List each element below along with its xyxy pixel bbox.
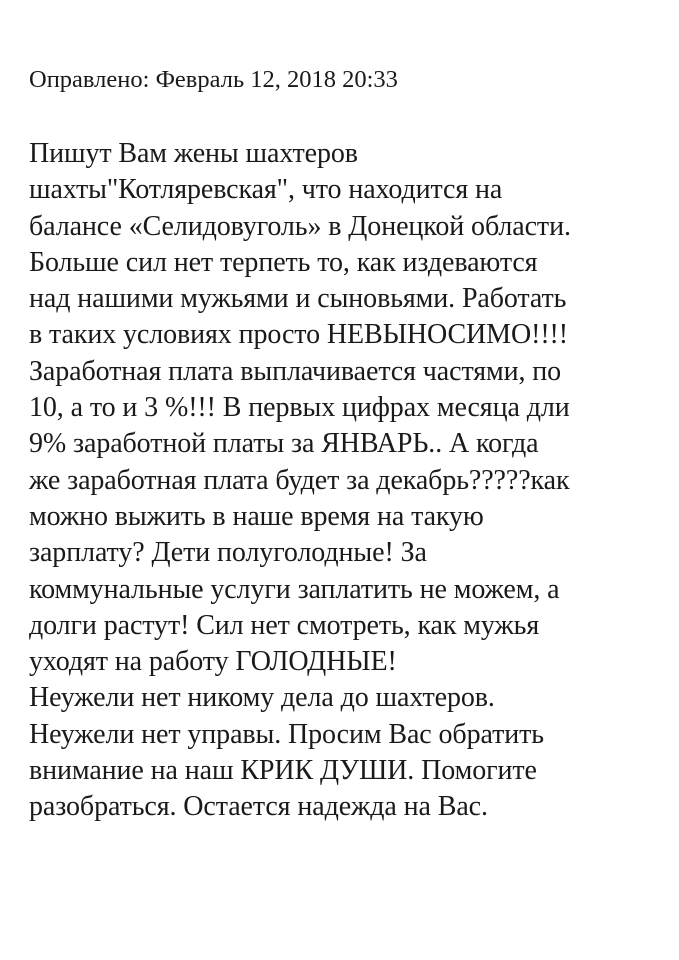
- message-line: зарплату? Дети полуголодные! За: [29, 537, 427, 569]
- message-line: уходят на работу ГОЛОДНЫЕ!: [29, 646, 397, 678]
- message-line: над нашими мужьями и сыновьями. Работать: [29, 283, 567, 315]
- message-line: балансе «Селидовуголь» в Донецкой области.: [29, 210, 571, 242]
- message-line: 9% заработной платы за ЯНВАРЬ.. А когда: [29, 428, 539, 460]
- message-line: Пишут Вам жены шахтеров: [29, 138, 358, 169]
- message-line: в таких условиях просто НЕВЫНОСИМО!!!!: [29, 319, 568, 351]
- message-line: шахты"Котляревская", что находится на: [29, 174, 503, 206]
- sent-label: Оправлено:: [29, 66, 150, 93]
- message-line: Неужели нет управы. Просим Вас обратить: [29, 718, 544, 750]
- sent-timestamp: [29, 62, 398, 98]
- message-line: же заработная плата будет за декабрь?????как: [29, 464, 570, 496]
- sent-datetime: Февраль 12, 2018 20:33: [155, 66, 398, 93]
- message-line: Заработная плата выплачивается частями, по: [29, 355, 562, 387]
- message-line: Больше сил нет терпеть то, как издеваются: [29, 246, 538, 278]
- message-line: Неужели нет никому дела до шахтеров.: [29, 682, 495, 714]
- message-line: 10, а то и 3 %!!! В первых цифрах месяца дли: [29, 392, 570, 424]
- message-line: долги растут! Сил нет смотреть, как мужья: [29, 609, 540, 641]
- message-body: [29, 136, 571, 826]
- message-line: внимание на наш КРИК ДУШИ. Помогите: [29, 755, 537, 787]
- message-line: разобраться. Остается надежда на Вас.: [29, 791, 488, 823]
- message-line: можно выжить в наше время на такую: [29, 500, 484, 532]
- message-line: коммунальные услуги заплатить не можем, а: [29, 573, 560, 605]
